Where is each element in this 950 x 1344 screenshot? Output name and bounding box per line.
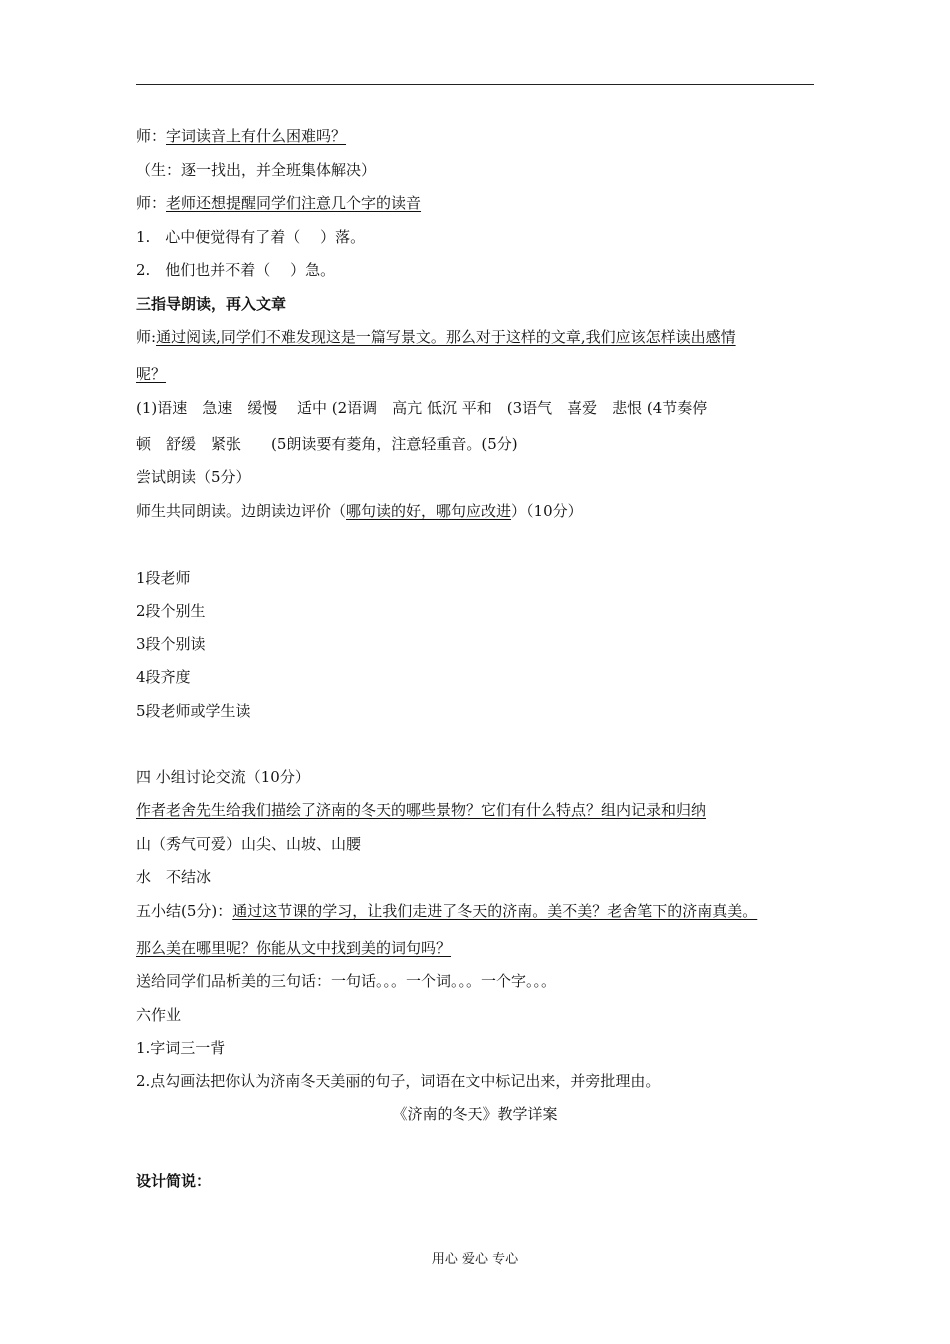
text-line: 那么美在哪里呢？你能从文中找到美的词句吗？ <box>136 939 452 957</box>
text-line: 四 小组讨论交流（10分） <box>136 768 310 786</box>
text-line: 5段老师或学生读 <box>136 702 251 720</box>
text-line: （生：逐一找出，并全班集体解决） <box>136 161 377 179</box>
text-line: 师生共同朗读。边朗读边评价（哪句读的好，哪句应改进）（10分） <box>136 502 583 520</box>
text-line: 师：字词读音上有什么困难吗？ <box>136 127 347 145</box>
section-heading: 三指导朗读，再入文章 <box>136 295 287 313</box>
text-line: 师:通过阅读,同学们不难发现这是一篇写景文。那么对于这样的文章,我们应该怎样读出感情 <box>136 328 736 346</box>
text-line: 师：老师还想提醒同学们注意几个字的读音 <box>136 194 422 212</box>
text-line: 送给同学们品析美的三句话：一句话。。。一个词。。。一个字。。。 <box>136 972 557 990</box>
text-line: 五小结(5分)：通过这节课的学习，让我们走进了冬天的济南。美不美？老舍笔下的济南真美。 <box>136 902 758 920</box>
document-title: 《济南的冬天》教学详案 <box>392 1105 558 1123</box>
text-line: 山（秀气可爱）山尖、山坡、山腰 <box>136 835 362 853</box>
text-line: 尝试朗读（5分） <box>136 468 251 486</box>
text-line: 2段个别生 <box>136 602 206 620</box>
text-line: 2. 他们也并不着（ ）急。 <box>136 261 336 279</box>
text-line: 水 不结冰 <box>136 868 212 886</box>
text-line: 作者老舍先生给我们描绘了济南的冬天的哪些景物？它们有什么特点？组内记录和归纳 <box>136 801 707 819</box>
text-line: 顿 舒缓 紧张 (5朗读要有菱角，注意轻重音。(5分) <box>136 435 518 453</box>
text-line: 六作业 <box>136 1006 182 1024</box>
text-line: 1.字词三一背 <box>136 1039 226 1057</box>
text-line: 3段个别读 <box>136 635 206 653</box>
page-footer: 用心 爱心 专心 <box>431 1252 519 1267</box>
text-line: 1段老师 <box>136 569 191 587</box>
section-heading: 设计简说： <box>136 1172 212 1190</box>
text-line: 4段齐度 <box>136 668 191 686</box>
text-line: 2.点勾画法把你认为济南冬天美丽的句子，词语在文中标记出来，并旁批理由。 <box>136 1072 661 1090</box>
text-line: 1. 心中便觉得有了着（ ）落。 <box>136 228 366 246</box>
text-line: (1)语速 急速 缓慢 适中 (2语调 高亢 低沉 平和 (3语气 喜爱 悲恨 (4节奏停 <box>136 399 708 417</box>
header-rule <box>136 84 814 85</box>
text-line: 呢？ <box>136 365 167 383</box>
